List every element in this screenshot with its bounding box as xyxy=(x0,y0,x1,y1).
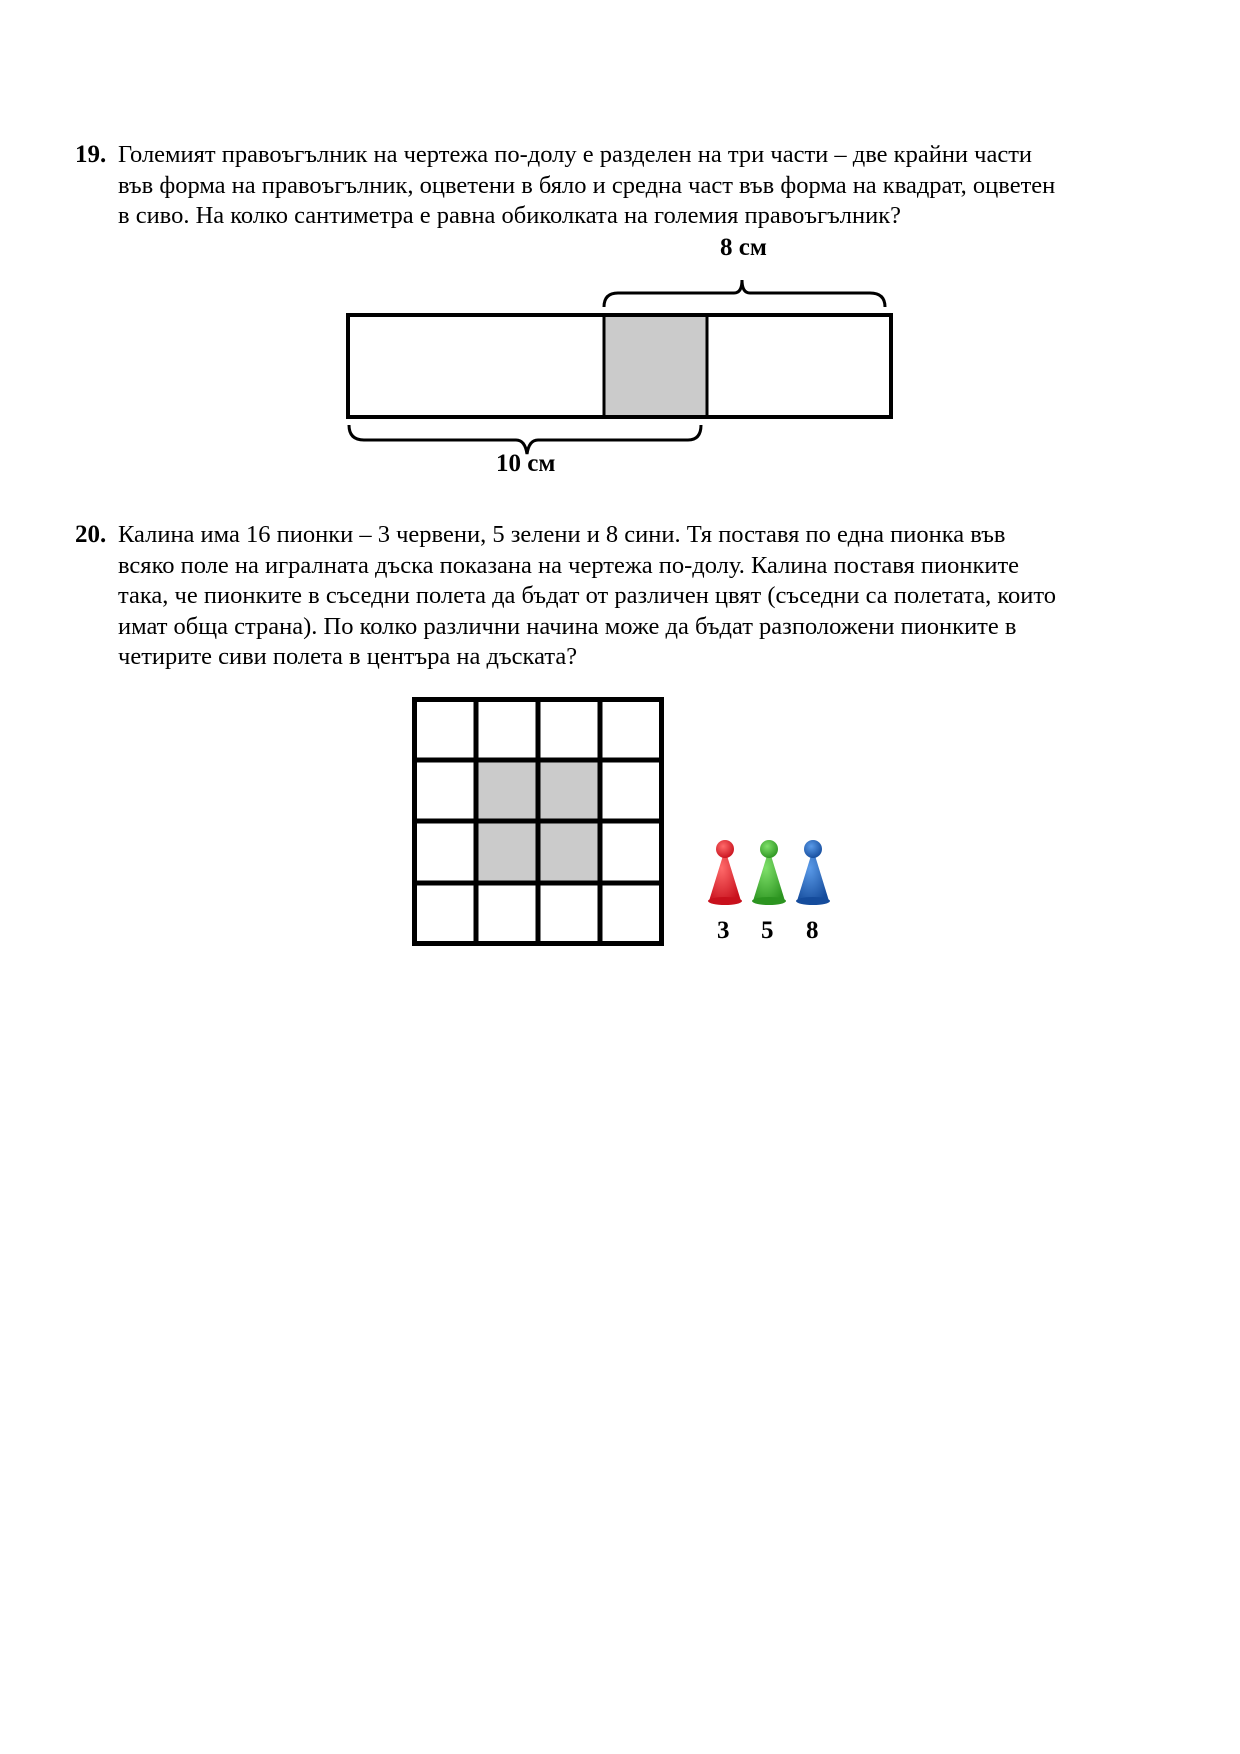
red-count: 3 xyxy=(717,917,730,944)
bottom-dimension-label: 10 см xyxy=(496,450,556,477)
text-line: във форма на правоъгълник, оцветени в бяло и средна част във форма на квадрат, оцветен xyxy=(118,171,1056,199)
pawns-legend xyxy=(700,835,850,960)
top-dimension-label: 8 см xyxy=(720,234,767,261)
green-pawn-icon xyxy=(752,840,786,905)
green-count: 5 xyxy=(761,917,774,944)
problem-text xyxy=(118,140,1198,232)
game-board xyxy=(410,695,666,948)
gray-square xyxy=(604,315,708,416)
text-line: Големият правоъгълник на чертежа по-долу е разделен на три части – две крайни части xyxy=(118,141,1033,168)
red-pawn-icon xyxy=(708,840,742,905)
rectangle-diagram xyxy=(330,240,930,490)
board-grid xyxy=(410,695,666,948)
top-brace xyxy=(604,280,885,307)
text-line: в сиво. На колко сантиметра е равна обиколката на големия правоъгълник? xyxy=(118,202,902,229)
problem-text xyxy=(118,520,1198,673)
rectangle-figure xyxy=(330,234,930,490)
text-line: четирите сиви полета в центъра на дъската? xyxy=(118,643,578,670)
problem-number: 19. xyxy=(75,141,107,168)
blue-pawn-icon xyxy=(796,840,830,905)
problem-number: 20. xyxy=(75,521,107,548)
text-line: Калина има 16 пионки – 3 червени, 5 зелени и 8 сини. Тя поставя по една пионка във xyxy=(118,521,1006,548)
text-line: така, че пионките в съседни полета да бъдат от различен цвят (съседни са полетата, които xyxy=(118,582,1056,609)
pawns-graphic xyxy=(700,835,850,910)
text-line: всяко поле на игралната дъска показана на чертежа по-долу. Калина поставя пионките xyxy=(118,551,1020,579)
text-line: имат обща страна). По колко различни начина може да бъдат разположени пионките в xyxy=(118,612,1017,640)
blue-count: 8 xyxy=(806,917,819,944)
